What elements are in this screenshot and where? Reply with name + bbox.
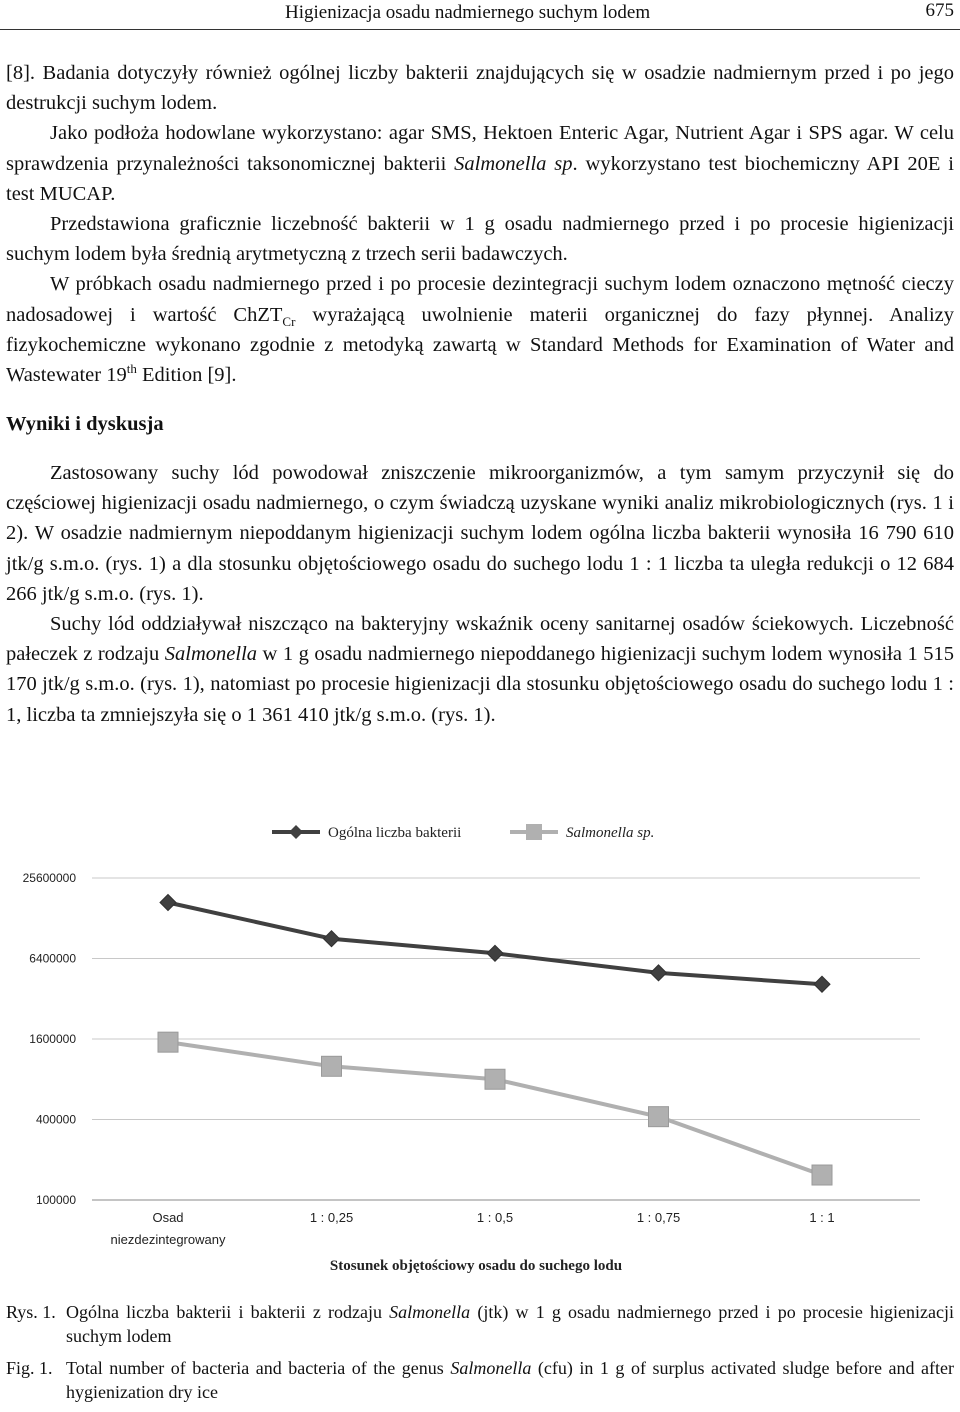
page-header (0, 0, 960, 28)
header-rule (0, 29, 960, 30)
data-point-salmonella (812, 1165, 832, 1185)
methods-text (6, 58, 954, 390)
figure-1-chart (0, 808, 960, 1288)
data-point-salmonella (158, 1032, 178, 1052)
figure-captions (6, 1300, 954, 1412)
legend-marker-square (526, 824, 542, 840)
y-tick-label: 1600000 (29, 1032, 76, 1046)
caption-en-label: Fig. 1. (6, 1358, 53, 1378)
methods-paragraph-1: [8]. Badania dotyczyły również ogólnej liczby bakterii znajdujących się w osadzie nadmiernym przed i po jego destrukcji suchym lodem. (6, 62, 954, 115)
x-tick-label: 1 : 0,25 (309, 1210, 354, 1225)
results-text (6, 458, 954, 730)
x-tick-label: Osad (152, 1210, 184, 1225)
caption-pl (6, 1300, 954, 1348)
methods-paragraph-2: Jako podłoża hodowlane wykorzystano: agar SMS, Hektoen Enteric Agar, Nutrient Agar i SPS agar. W celu sprawdzenia przynależności taksonomicznej bakterii Salmonella sp. wykorzystano test biochemiczny API 20E i test MUCAP. (6, 122, 954, 205)
legend-label-0: Ogólna liczba bakterii (328, 825, 462, 841)
results-paragraph-1: Zastosowany suchy lód powodował zniszczenie mikroorganizmów, a tym samym przyczynił się do częściowej higienizacji osadu nadmiernego, o czym świadczą uzyskane wyniki analiz mikrobiologicznych (rys. 1 i 2). W osadzie nadmiernym niepoddanym higienizacji suchym lodem ogólna liczba bakterii wynosiła 16 790 610 jtk/g s.m.o. (rys. 1) a dla stosunku objętościowego osadu do suchego lodu 1 : 1 liczba ta uległa redukcji o 12 684 266 jtk/g s.m.o. (rys. 1). (6, 462, 954, 605)
methods-paragraph-4: W próbkach osadu nadmiernego przed i po procesie dezintegracji suchym lodem oznaczono mętność cieczy nadosadowej i wartość ChZT$_{Cr}$ wyrażającą uwolnienie materii organicznej do fazy płynnej. Analizy fizykochemiczne wykonano zgodnie z metodyką zawartą w Standard Methods for Examination of Water and Wastewater 19th Edition [9]. (6, 273, 954, 387)
series-line-0 (168, 902, 822, 984)
x-tick-label: 1 : 1 (809, 1210, 835, 1225)
running-title: Higienizacja osadu nadmiernego suchym lodem (285, 2, 651, 23)
data-point-total-bacteria (814, 976, 830, 992)
section-heading: Wyniki i dyskusja (6, 413, 164, 435)
x-tick-label: 1 : 0,75 (636, 1210, 681, 1225)
data-point-salmonella (649, 1107, 669, 1127)
x-tick-label: 1 : 0,5 (476, 1210, 514, 1225)
data-point-salmonella (485, 1069, 505, 1089)
methods-paragraph-3: Przedstawiona graficznie liczebność bakterii w 1 g osadu nadmiernego przed i po procesie higienizacji suchym lodem była średnią arytmetyczną z trzech serii badawczych. (6, 213, 954, 266)
data-point-total-bacteria (160, 894, 176, 910)
legend-marker-diamond (289, 825, 303, 839)
x-tick-label: niezdezintegrowany (110, 1232, 226, 1247)
series-line-1 (168, 1042, 822, 1175)
caption-en-text: Total number of bacteria and bacteria of the genus Salmonella (cfu) in 1 g of surplus activated sludge before and after hygienization dry ice (66, 1358, 954, 1402)
chart-svg (0, 808, 960, 1288)
x-axis-title: Stosunek objętościowy osadu do suchego lodu (329, 1258, 623, 1274)
y-tick-label: 25600000 (22, 871, 76, 885)
page-number: 675 (925, 0, 954, 21)
data-point-total-bacteria (324, 931, 340, 947)
y-tick-label: 100000 (35, 1193, 76, 1207)
data-point-salmonella (322, 1056, 342, 1076)
caption-pl-text: Ogólna liczba bakterii i bakterii z rodzaju Salmonella (jtk) w 1 g osadu nadmiernego przed i po procesie higienizacji suchym lodem (66, 1302, 955, 1346)
y-tick-label: 6400000 (29, 951, 76, 966)
caption-en (6, 1356, 954, 1404)
data-point-total-bacteria (651, 965, 667, 981)
caption-pl-label: Rys. 1. (6, 1302, 56, 1322)
legend-label-1: Salmonella sp. (566, 825, 655, 841)
results-paragraph-2: Suchy lód oddziaływał niszcząco na bakteryjny wskaźnik oceny sanitarnej osadów ściekowych. Liczebność pałeczek z rodzaju Salmonella w 1 g osadu nadmiernego niepoddanego higienizacji suchym lodem wynosiła 1 515 170 jtk/g s.m.o. (rys. 1), natomiast po procesie higienizacji dla stosunku objętościowego osadu do suchego lodu 1 : 1, liczba ta zmniejszyła się o 1 361 410 jtk/g s.m.o. (rys. 1). (6, 613, 954, 726)
y-tick-label: 400000 (35, 1112, 76, 1127)
